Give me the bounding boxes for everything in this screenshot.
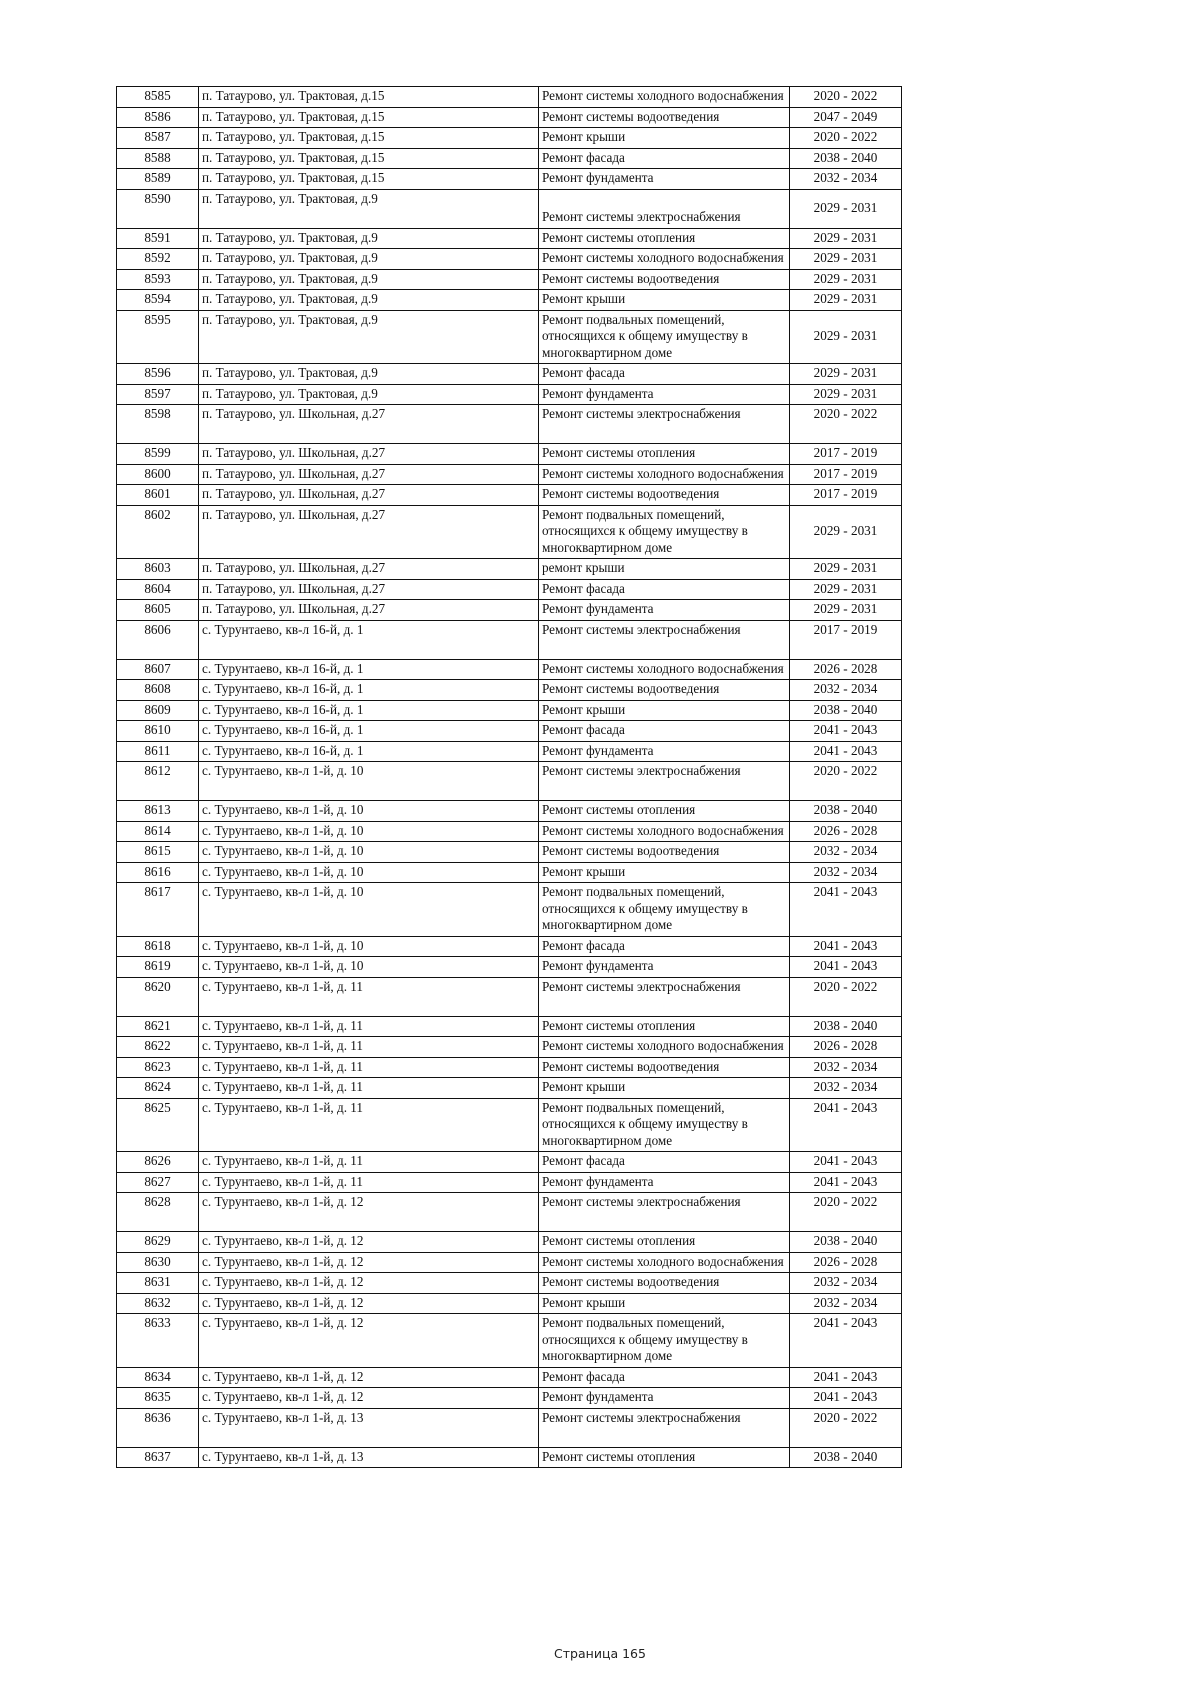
years-cell: 2041 - 2043 bbox=[790, 1388, 902, 1409]
work-type-cell: Ремонт подвальных помещений, относящихся к общему имуществу в многоквартирном доме bbox=[539, 1314, 790, 1368]
years-cell: 2029 - 2031 bbox=[790, 310, 902, 364]
years-cell: 2032 - 2034 bbox=[790, 1057, 902, 1078]
work-type-cell: Ремонт системы отопления bbox=[539, 1232, 790, 1253]
table-row bbox=[117, 700, 902, 721]
work-type-cell: Ремонт подвальных помещений, относящихся к общему имуществу в многоквартирном доме bbox=[539, 505, 790, 559]
years-cell: 2029 - 2031 bbox=[790, 269, 902, 290]
row-number-cell: 8633 bbox=[117, 1314, 199, 1368]
years-cell: 2020 - 2022 bbox=[790, 87, 902, 108]
work-type-cell: Ремонт системы холодного водоснабжения bbox=[539, 821, 790, 842]
address-cell: с. Турунтаево, кв-л 16-й, д. 1 bbox=[199, 721, 539, 742]
address-cell: с. Турунтаево, кв-л 1-й, д. 12 bbox=[199, 1193, 539, 1232]
row-number-cell: 8628 bbox=[117, 1193, 199, 1232]
years-cell: 2029 - 2031 bbox=[790, 228, 902, 249]
years-cell: 2020 - 2022 bbox=[790, 977, 902, 1016]
address-cell: с. Турунтаево, кв-л 1-й, д. 12 bbox=[199, 1388, 539, 1409]
row-number-cell: 8600 bbox=[117, 464, 199, 485]
address-cell: с. Турунтаево, кв-л 1-й, д. 11 bbox=[199, 1078, 539, 1099]
table-row bbox=[117, 505, 902, 559]
work-type-cell: Ремонт системы холодного водоснабжения bbox=[539, 87, 790, 108]
row-number-cell: 8595 bbox=[117, 310, 199, 364]
address-cell: с. Турунтаево, кв-л 1-й, д. 11 bbox=[199, 1098, 539, 1152]
years-cell: 2041 - 2043 bbox=[790, 883, 902, 937]
row-number-cell: 8630 bbox=[117, 1252, 199, 1273]
row-number-cell: 8608 bbox=[117, 680, 199, 701]
work-type-cell: Ремонт системы водоотведения bbox=[539, 680, 790, 701]
work-type-cell: Ремонт системы электроснабжения bbox=[539, 405, 790, 444]
years-cell: 2020 - 2022 bbox=[790, 762, 902, 801]
row-number-cell: 8636 bbox=[117, 1408, 199, 1447]
work-type-cell: Ремонт фундамента bbox=[539, 600, 790, 621]
years-cell: 2020 - 2022 bbox=[790, 128, 902, 149]
table-row bbox=[117, 559, 902, 580]
table-row bbox=[117, 579, 902, 600]
years-cell: 2029 - 2031 bbox=[790, 384, 902, 405]
row-number-cell: 8626 bbox=[117, 1152, 199, 1173]
table-row bbox=[117, 148, 902, 169]
address-cell: с. Турунтаево, кв-л 1-й, д. 11 bbox=[199, 1172, 539, 1193]
table-row bbox=[117, 762, 902, 801]
address-cell: п. Татаурово, ул. Трактовая, д.9 bbox=[199, 269, 539, 290]
work-type-cell: Ремонт фасада bbox=[539, 148, 790, 169]
table-row bbox=[117, 364, 902, 385]
work-type-cell: Ремонт системы водоотведения bbox=[539, 485, 790, 506]
years-cell: 2032 - 2034 bbox=[790, 1078, 902, 1099]
work-type-cell: Ремонт системы водоотведения bbox=[539, 107, 790, 128]
row-number-cell: 8627 bbox=[117, 1172, 199, 1193]
work-type-cell: Ремонт системы холодного водоснабжения bbox=[539, 1037, 790, 1058]
years-cell: 2038 - 2040 bbox=[790, 1232, 902, 1253]
work-type-cell: Ремонт фасада bbox=[539, 936, 790, 957]
work-type-cell: Ремонт системы отопления bbox=[539, 228, 790, 249]
table-row bbox=[117, 1078, 902, 1099]
row-number-cell: 8612 bbox=[117, 762, 199, 801]
table-row bbox=[117, 249, 902, 270]
years-cell: 2029 - 2031 bbox=[790, 600, 902, 621]
table-row bbox=[117, 1293, 902, 1314]
address-cell: п. Татаурово, ул. Трактовая, д.9 bbox=[199, 249, 539, 270]
table-row bbox=[117, 228, 902, 249]
years-cell: 2041 - 2043 bbox=[790, 936, 902, 957]
row-number-cell: 8594 bbox=[117, 290, 199, 311]
years-cell: 2041 - 2043 bbox=[790, 1172, 902, 1193]
address-cell: п. Татаурово, ул. Школьная, д.27 bbox=[199, 485, 539, 506]
years-cell: 2041 - 2043 bbox=[790, 741, 902, 762]
work-type-cell: Ремонт фасада bbox=[539, 579, 790, 600]
work-type-cell: Ремонт фундамента bbox=[539, 741, 790, 762]
row-number-cell: 8601 bbox=[117, 485, 199, 506]
work-type-cell: Ремонт системы отопления bbox=[539, 444, 790, 465]
address-cell: п. Татаурово, ул. Трактовая, д.15 bbox=[199, 107, 539, 128]
work-type-cell: Ремонт крыши bbox=[539, 1078, 790, 1099]
work-type-cell: Ремонт фундамента bbox=[539, 384, 790, 405]
table-row bbox=[117, 1057, 902, 1078]
years-cell: 2032 - 2034 bbox=[790, 169, 902, 190]
table-row bbox=[117, 444, 902, 465]
table-row bbox=[117, 741, 902, 762]
years-cell: 2041 - 2043 bbox=[790, 1314, 902, 1368]
years-cell: 2041 - 2043 bbox=[790, 1098, 902, 1152]
years-cell: 2041 - 2043 bbox=[790, 1152, 902, 1173]
address-cell: с. Турунтаево, кв-л 1-й, д. 12 bbox=[199, 1252, 539, 1273]
row-number-cell: 8605 bbox=[117, 600, 199, 621]
work-type-cell: Ремонт крыши bbox=[539, 700, 790, 721]
years-cell: 2029 - 2031 bbox=[790, 505, 902, 559]
address-cell: п. Татаурово, ул. Трактовая, д.15 bbox=[199, 169, 539, 190]
years-cell: 2032 - 2034 bbox=[790, 680, 902, 701]
table-row bbox=[117, 189, 902, 228]
address-cell: п. Татаурово, ул. Школьная, д.27 bbox=[199, 444, 539, 465]
address-cell: п. Татаурово, ул. Трактовая, д.15 bbox=[199, 128, 539, 149]
row-number-cell: 8599 bbox=[117, 444, 199, 465]
table-row bbox=[117, 128, 902, 149]
address-cell: с. Турунтаево, кв-л 16-й, д. 1 bbox=[199, 620, 539, 659]
address-cell: п. Татаурово, ул. Школьная, д.27 bbox=[199, 464, 539, 485]
table-row bbox=[117, 1193, 902, 1232]
row-number-cell: 8596 bbox=[117, 364, 199, 385]
row-number-cell: 8622 bbox=[117, 1037, 199, 1058]
address-cell: с. Турунтаево, кв-л 16-й, д. 1 bbox=[199, 659, 539, 680]
work-type-cell: Ремонт системы электроснабжения bbox=[539, 1408, 790, 1447]
row-number-cell: 8625 bbox=[117, 1098, 199, 1152]
years-cell: 2041 - 2043 bbox=[790, 721, 902, 742]
work-type-cell: Ремонт фасада bbox=[539, 1152, 790, 1173]
page-number: Страница 165 bbox=[554, 1646, 646, 1661]
work-type-cell: Ремонт системы электроснабжения bbox=[539, 189, 790, 228]
row-number-cell: 8614 bbox=[117, 821, 199, 842]
years-cell: 2038 - 2040 bbox=[790, 700, 902, 721]
table-row bbox=[117, 1252, 902, 1273]
work-type-cell: Ремонт системы холодного водоснабжения bbox=[539, 249, 790, 270]
years-cell: 2029 - 2031 bbox=[790, 290, 902, 311]
years-cell: 2047 - 2049 bbox=[790, 107, 902, 128]
work-type-cell: Ремонт фасада bbox=[539, 364, 790, 385]
table-row bbox=[117, 269, 902, 290]
years-cell: 2038 - 2040 bbox=[790, 1016, 902, 1037]
years-cell: 2041 - 2043 bbox=[790, 1367, 902, 1388]
work-type-cell: Ремонт системы отопления bbox=[539, 801, 790, 822]
work-type-cell: Ремонт подвальных помещений, относящихся к общему имуществу в многоквартирном доме bbox=[539, 1098, 790, 1152]
row-number-cell: 8619 bbox=[117, 957, 199, 978]
work-type-cell: Ремонт крыши bbox=[539, 128, 790, 149]
row-number-cell: 8587 bbox=[117, 128, 199, 149]
address-cell: с. Турунтаево, кв-л 16-й, д. 1 bbox=[199, 680, 539, 701]
address-cell: п. Татаурово, ул. Трактовая, д.9 bbox=[199, 384, 539, 405]
address-cell: с. Турунтаево, кв-л 1-й, д. 10 bbox=[199, 842, 539, 863]
work-type-cell: Ремонт крыши bbox=[539, 1293, 790, 1314]
address-cell: с. Турунтаево, кв-л 1-й, д. 10 bbox=[199, 883, 539, 937]
table-row bbox=[117, 821, 902, 842]
work-type-cell: Ремонт фундамента bbox=[539, 169, 790, 190]
row-number-cell: 8618 bbox=[117, 936, 199, 957]
table-row bbox=[117, 1152, 902, 1173]
work-type-cell: Ремонт системы электроснабжения bbox=[539, 620, 790, 659]
table-row bbox=[117, 87, 902, 108]
address-cell: п. Татаурово, ул. Трактовая, д.15 bbox=[199, 87, 539, 108]
table-row bbox=[117, 977, 902, 1016]
row-number-cell: 8592 bbox=[117, 249, 199, 270]
row-number-cell: 8616 bbox=[117, 862, 199, 883]
address-cell: с. Турунтаево, кв-л 1-й, д. 11 bbox=[199, 977, 539, 1016]
address-cell: п. Татаурово, ул. Школьная, д.27 bbox=[199, 405, 539, 444]
table-row bbox=[117, 1408, 902, 1447]
row-number-cell: 8597 bbox=[117, 384, 199, 405]
years-cell: 2038 - 2040 bbox=[790, 801, 902, 822]
address-cell: с. Турунтаево, кв-л 1-й, д. 10 bbox=[199, 821, 539, 842]
table-row bbox=[117, 405, 902, 444]
table-row bbox=[117, 680, 902, 701]
years-cell: 2032 - 2034 bbox=[790, 1273, 902, 1294]
years-cell: 2032 - 2034 bbox=[790, 1293, 902, 1314]
work-type-cell: Ремонт системы водоотведения bbox=[539, 842, 790, 863]
address-cell: с. Турунтаево, кв-л 1-й, д. 11 bbox=[199, 1016, 539, 1037]
address-cell: с. Турунтаево, кв-л 1-й, д. 12 bbox=[199, 1293, 539, 1314]
row-number-cell: 8591 bbox=[117, 228, 199, 249]
table-row bbox=[117, 600, 902, 621]
address-cell: п. Татаурово, ул. Трактовая, д.9 bbox=[199, 189, 539, 228]
work-type-cell: Ремонт системы электроснабжения bbox=[539, 1193, 790, 1232]
years-cell: 2029 - 2031 bbox=[790, 559, 902, 580]
table-row bbox=[117, 464, 902, 485]
row-number-cell: 8621 bbox=[117, 1016, 199, 1037]
row-number-cell: 8611 bbox=[117, 741, 199, 762]
work-type-cell: Ремонт фундамента bbox=[539, 957, 790, 978]
table-row bbox=[117, 310, 902, 364]
table-row bbox=[117, 290, 902, 311]
work-type-cell: Ремонт фасада bbox=[539, 721, 790, 742]
table-row bbox=[117, 957, 902, 978]
row-number-cell: 8586 bbox=[117, 107, 199, 128]
work-type-cell: ремонт крыши bbox=[539, 559, 790, 580]
table-row bbox=[117, 169, 902, 190]
address-cell: п. Татаурово, ул. Трактовая, д.15 bbox=[199, 148, 539, 169]
years-cell: 2026 - 2028 bbox=[790, 1037, 902, 1058]
years-cell: 2020 - 2022 bbox=[790, 1193, 902, 1232]
table-row bbox=[117, 659, 902, 680]
row-number-cell: 8617 bbox=[117, 883, 199, 937]
work-type-cell: Ремонт системы электроснабжения bbox=[539, 977, 790, 1016]
years-cell: 2017 - 2019 bbox=[790, 444, 902, 465]
address-cell: с. Турунтаево, кв-л 1-й, д. 13 bbox=[199, 1447, 539, 1468]
address-cell: с. Турунтаево, кв-л 1-й, д. 12 bbox=[199, 1314, 539, 1368]
table-row bbox=[117, 384, 902, 405]
address-cell: с. Турунтаево, кв-л 1-й, д. 10 bbox=[199, 801, 539, 822]
table-row bbox=[117, 1447, 902, 1468]
address-cell: п. Татаурово, ул. Трактовая, д.9 bbox=[199, 310, 539, 364]
row-number-cell: 8624 bbox=[117, 1078, 199, 1099]
work-type-cell: Ремонт системы холодного водоснабжения bbox=[539, 659, 790, 680]
years-cell: 2017 - 2019 bbox=[790, 485, 902, 506]
years-cell: 2026 - 2028 bbox=[790, 1252, 902, 1273]
table-row bbox=[117, 842, 902, 863]
years-cell: 2017 - 2019 bbox=[790, 620, 902, 659]
row-number-cell: 8623 bbox=[117, 1057, 199, 1078]
address-cell: с. Турунтаево, кв-л 16-й, д. 1 bbox=[199, 741, 539, 762]
address-cell: с. Турунтаево, кв-л 16-й, д. 1 bbox=[199, 700, 539, 721]
table-row bbox=[117, 1367, 902, 1388]
years-cell: 2020 - 2022 bbox=[790, 405, 902, 444]
address-cell: п. Татаурово, ул. Школьная, д.27 bbox=[199, 505, 539, 559]
years-cell: 2029 - 2031 bbox=[790, 364, 902, 385]
years-cell: 2029 - 2031 bbox=[790, 249, 902, 270]
table-row bbox=[117, 1232, 902, 1253]
years-cell: 2032 - 2034 bbox=[790, 862, 902, 883]
years-cell: 2029 - 2031 bbox=[790, 579, 902, 600]
work-type-cell: Ремонт системы холодного водоснабжения bbox=[539, 464, 790, 485]
years-cell: 2041 - 2043 bbox=[790, 957, 902, 978]
row-number-cell: 8634 bbox=[117, 1367, 199, 1388]
works-table bbox=[116, 86, 902, 1468]
row-number-cell: 8637 bbox=[117, 1447, 199, 1468]
address-cell: с. Турунтаево, кв-л 1-й, д. 12 bbox=[199, 1232, 539, 1253]
row-number-cell: 8602 bbox=[117, 505, 199, 559]
table-row bbox=[117, 1098, 902, 1152]
row-number-cell: 8613 bbox=[117, 801, 199, 822]
address-cell: п. Татаурово, ул. Школьная, д.27 bbox=[199, 600, 539, 621]
table-row bbox=[117, 1388, 902, 1409]
work-type-cell: Ремонт системы водоотведения bbox=[539, 1057, 790, 1078]
row-number-cell: 8606 bbox=[117, 620, 199, 659]
work-type-cell: Ремонт системы отопления bbox=[539, 1447, 790, 1468]
row-number-cell: 8615 bbox=[117, 842, 199, 863]
row-number-cell: 8603 bbox=[117, 559, 199, 580]
work-type-cell: Ремонт системы водоотведения bbox=[539, 269, 790, 290]
work-type-cell: Ремонт системы водоотведения bbox=[539, 1273, 790, 1294]
row-number-cell: 8632 bbox=[117, 1293, 199, 1314]
work-type-cell: Ремонт крыши bbox=[539, 862, 790, 883]
table-row bbox=[117, 1273, 902, 1294]
work-type-cell: Ремонт крыши bbox=[539, 290, 790, 311]
row-number-cell: 8588 bbox=[117, 148, 199, 169]
table-row bbox=[117, 485, 902, 506]
row-number-cell: 8610 bbox=[117, 721, 199, 742]
table-row bbox=[117, 862, 902, 883]
table-row bbox=[117, 1314, 902, 1368]
address-cell: с. Турунтаево, кв-л 1-й, д. 12 bbox=[199, 1273, 539, 1294]
row-number-cell: 8604 bbox=[117, 579, 199, 600]
table-row bbox=[117, 801, 902, 822]
years-cell: 2038 - 2040 bbox=[790, 1447, 902, 1468]
row-number-cell: 8590 bbox=[117, 189, 199, 228]
work-type-cell: Ремонт подвальных помещений, относящихся к общему имуществу в многоквартирном доме bbox=[539, 883, 790, 937]
row-number-cell: 8589 bbox=[117, 169, 199, 190]
address-cell: с. Турунтаево, кв-л 1-й, д. 10 bbox=[199, 957, 539, 978]
address-cell: с. Турунтаево, кв-л 1-й, д. 13 bbox=[199, 1408, 539, 1447]
years-cell: 2026 - 2028 bbox=[790, 659, 902, 680]
table-row bbox=[117, 1037, 902, 1058]
row-number-cell: 8607 bbox=[117, 659, 199, 680]
row-number-cell: 8631 bbox=[117, 1273, 199, 1294]
work-type-cell: Ремонт системы холодного водоснабжения bbox=[539, 1252, 790, 1273]
works-table-body bbox=[117, 87, 902, 1468]
work-type-cell: Ремонт системы электроснабжения bbox=[539, 762, 790, 801]
address-cell: п. Татаурово, ул. Трактовая, д.9 bbox=[199, 290, 539, 311]
address-cell: с. Турунтаево, кв-л 1-й, д. 11 bbox=[199, 1152, 539, 1173]
row-number-cell: 8585 bbox=[117, 87, 199, 108]
address-cell: с. Турунтаево, кв-л 1-й, д. 12 bbox=[199, 1367, 539, 1388]
years-cell: 2026 - 2028 bbox=[790, 821, 902, 842]
address-cell: с. Турунтаево, кв-л 1-й, д. 10 bbox=[199, 862, 539, 883]
address-cell: п. Татаурово, ул. Трактовая, д.9 bbox=[199, 228, 539, 249]
years-cell: 2020 - 2022 bbox=[790, 1408, 902, 1447]
years-cell: 2017 - 2019 bbox=[790, 464, 902, 485]
address-cell: с. Турунтаево, кв-л 1-й, д. 10 bbox=[199, 936, 539, 957]
row-number-cell: 8620 bbox=[117, 977, 199, 1016]
address-cell: п. Татаурово, ул. Трактовая, д.9 bbox=[199, 364, 539, 385]
years-cell: 2029 - 2031 bbox=[790, 189, 902, 228]
address-cell: с. Турунтаево, кв-л 1-й, д. 11 bbox=[199, 1037, 539, 1058]
years-cell: 2038 - 2040 bbox=[790, 148, 902, 169]
table-row bbox=[117, 107, 902, 128]
table-row bbox=[117, 936, 902, 957]
table-row bbox=[117, 1172, 902, 1193]
work-type-cell: Ремонт фундамента bbox=[539, 1172, 790, 1193]
address-cell: с. Турунтаево, кв-л 1-й, д. 10 bbox=[199, 762, 539, 801]
work-type-cell: Ремонт фундамента bbox=[539, 1388, 790, 1409]
address-cell: п. Татаурово, ул. Школьная, д.27 bbox=[199, 579, 539, 600]
row-number-cell: 8598 bbox=[117, 405, 199, 444]
row-number-cell: 8593 bbox=[117, 269, 199, 290]
table-row bbox=[117, 721, 902, 742]
row-number-cell: 8629 bbox=[117, 1232, 199, 1253]
table-row bbox=[117, 1016, 902, 1037]
row-number-cell: 8609 bbox=[117, 700, 199, 721]
work-type-cell: Ремонт системы отопления bbox=[539, 1016, 790, 1037]
table-row bbox=[117, 883, 902, 937]
years-cell: 2032 - 2034 bbox=[790, 842, 902, 863]
work-type-cell: Ремонт фасада bbox=[539, 1367, 790, 1388]
row-number-cell: 8635 bbox=[117, 1388, 199, 1409]
address-cell: с. Турунтаево, кв-л 1-й, д. 11 bbox=[199, 1057, 539, 1078]
table-row bbox=[117, 620, 902, 659]
work-type-cell: Ремонт подвальных помещений, относящихся к общему имуществу в многоквартирном доме bbox=[539, 310, 790, 364]
address-cell: п. Татаурово, ул. Школьная, д.27 bbox=[199, 559, 539, 580]
